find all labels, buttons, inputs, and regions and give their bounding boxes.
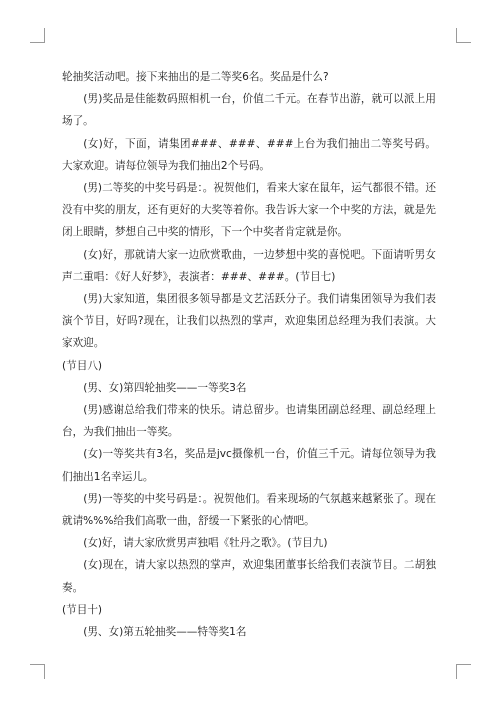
crop-mark-top-left — [30, 28, 45, 43]
paragraph-4: (男)二等奖的中奖号码是：。祝贺他们，看来大家在鼠年，运气都很不错。还没有中奖的朋友，还有更好的大奖等着你。我告诉大家一个中奖的方法，就是先闭上眼睛，梦想自己中奖的情形，下一个中奖者肯定就是你。 — [62, 182, 436, 239]
paragraph-2: (男)奖品是佳能数码照相机一台，价值二千元。在春节出游，就可以派上用场了。 — [62, 93, 436, 128]
document-body — [62, 66, 436, 643]
crop-mark-bottom-left — [30, 664, 45, 679]
crop-mark-bottom-right — [456, 664, 471, 679]
paragraph-12: (女)好，请大家欣赏男声独唱《牡丹之歌》。(节目九) — [83, 537, 328, 550]
paragraph-10: (女)一等奖共有3名，奖品是jvc摄像机一台，价值三千元。请每位领导为我们抽出1名幸运儿。 — [62, 448, 436, 483]
paragraph-3: (女)好，下面，请集团###、###、###上台为我们抽出二等奖号码。大家欢迎。请每位领导为我们抽出2个号码。 — [62, 137, 436, 172]
paragraph-14: (节目十) — [62, 603, 103, 616]
paragraph-9: (男)感谢总给我们带来的快乐。请总留步。也请集团副总经理、副总经理上台，为我们抽出一等奖。 — [62, 404, 436, 439]
paragraph-6: (男)大家知道，集团很多领导都是文艺活跃分子。我们请集团领导为我们表演个节目，好吗?现在，让我们以热烈的掌声，欢迎集团总经理为我们表演。大家欢迎。 — [62, 293, 436, 350]
paragraph-8: (男、女)第四轮抽奖——一等奖3名 — [83, 381, 247, 394]
paragraph-11: (男)一等奖的中奖号码是：。祝贺他们。看来现场的气氛越来越紧张了。现在就请%%%给我们高歌一曲，舒缓一下紧张的心情吧。 — [62, 492, 436, 528]
paragraph-5: (女)好，那就请大家一边欣赏歌曲，一边梦想中奖的喜悦吧。下面请听男女声二重唱：《好人好梦》，表演者：###、###。(节目七) — [62, 248, 436, 283]
paragraph-1: 轮抽奖活动吧。接下来抽出的是二等奖6名。奖品是什么? — [62, 71, 329, 83]
crop-mark-top-right — [456, 28, 471, 43]
paragraph-15: (男、女)第五轮抽奖——特等奖1名 — [83, 626, 247, 639]
paragraph-13: (女)现在，请大家以热烈的掌声，欢迎集团董事长给我们表演节目。二胡独奏。 — [62, 559, 436, 594]
paragraph-7: (节目八) — [62, 359, 103, 372]
